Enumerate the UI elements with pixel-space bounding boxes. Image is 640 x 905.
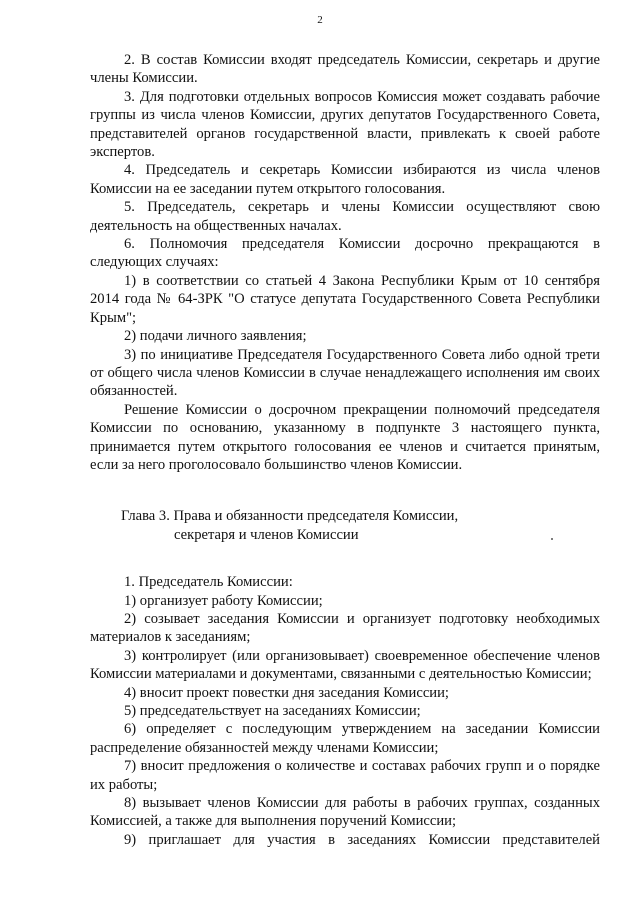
paragraph-clause-3: 3. Для подготовки отдельных вопросов Комиссия может создавать рабочие группы из числа членов Комиссии, других депутатов Государственного Совета, представителей органов государственной власти, привлекать к своей работе экспертов.	[90, 88, 600, 161]
paragraph-clause-2: 2. В состав Комиссии входят председатель Комиссии, секретарь и другие члены Комиссии.	[90, 52, 600, 87]
page-number: 2	[317, 14, 323, 26]
list-item: 3) контролирует (или организовывает) своевременное обеспечение членов Комиссии материалами и документами, связанными с деятельностью Комиссии;	[90, 647, 600, 683]
paragraph-chairman-intro: 1. Председатель Комиссии:	[124, 574, 293, 591]
paragraph-subclause-3: 3) по инициативе Председателя Государственного Совета либо одной трети от общего числа членов Комиссии в случае ненадлежащего исполнения им своих обязанностей.	[90, 346, 600, 400]
document-body	[90, 51, 600, 849]
list-item: 9) приглашает для участия в заседаниях Комиссии представителей	[124, 831, 600, 848]
paragraph-clause-4: 4. Председатель и секретарь Комиссии избираются из числа членов Комиссии на ее заседании путем открытого голосования.	[90, 162, 600, 197]
list-item: 4) вносит проект повестки дня заседания Комиссии;	[124, 684, 449, 701]
chapter-heading-line-1: Глава 3. Права и обязанности председателя Комиссии,	[121, 508, 459, 525]
paragraph-clause-5: 5. Председатель, секретарь и члены Комиссии осуществляют свою деятельность на общественных началах.	[90, 199, 600, 234]
chapter-heading-line-2: секретаря и членов Комиссии	[174, 526, 359, 543]
scan-speck	[551, 538, 553, 540]
list-item: 5) председательствует на заседаниях Комиссии;	[124, 703, 421, 719]
list-item: 2) созывает заседания Комиссии и организует подготовку необходимых материалов к заседаниям;	[90, 610, 600, 646]
paragraph-decision: Решение Комиссии о досрочном прекращении полномочий председателя Комиссии по основанию, указанному в подпункте 3 настоящего пункта, принимается путем открытого голосования ее членов и считается принятым, если за него проголосовало большинство членов Комиссии.	[90, 401, 600, 473]
list-item: 1) организует работу Комиссии;	[124, 592, 323, 609]
chapter-heading	[90, 507, 600, 544]
list-item: 7) вносит предложения о количестве и составах рабочих групп и о порядке их работы;	[90, 758, 600, 793]
list-item: 6) определяет с последующим утверждением на заседании Комиссии распределение обязанностей между членами Комиссии;	[90, 721, 600, 756]
paragraph-subclause-2: 2) подачи личного заявления;	[124, 328, 307, 345]
paragraph-clause-6: 6. Полномочия председателя Комиссии досрочно прекращаются в следующих случаях:	[90, 236, 600, 271]
paragraph-subclause-1: 1) в соответствии со статьей 4 Закона Республики Крым от 10 сентября 2014 года № 64-ЗРК "О статусе депутата Государственного Совета Республики Крым";	[90, 272, 600, 326]
list-item: 8) вызывает членов Комиссии для работы в рабочих группах, созданных Комиссией, а также для выполнения поручений Комиссии;	[90, 795, 600, 830]
